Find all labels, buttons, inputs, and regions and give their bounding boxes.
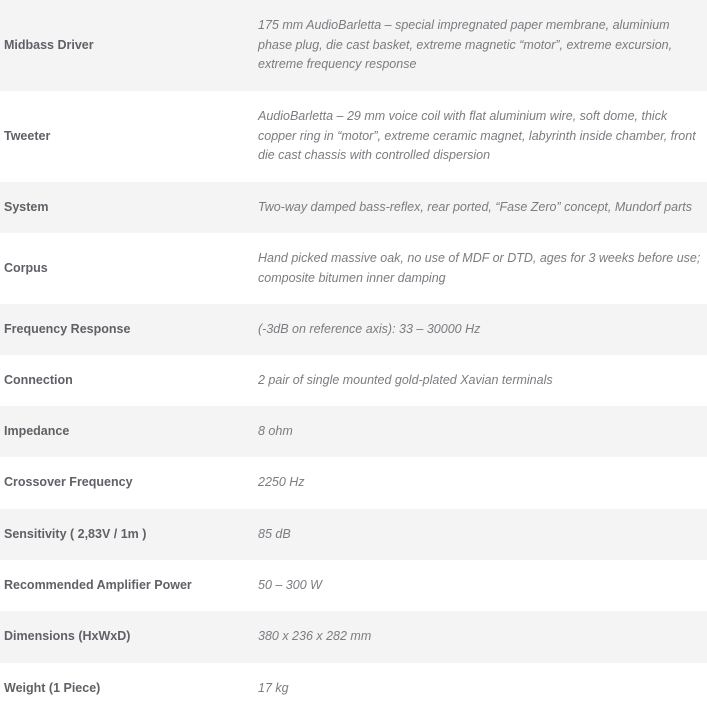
spec-value: (-3dB on reference axis): 33 – 30000 Hz [250, 304, 707, 355]
spec-value: AudioBarletta – 29 mm voice coil with flat aluminium wire, soft dome, thick copper ring in “motor”, extreme ceramic magnet, labyrinth inside chamber, front die cast chassis with controlled dispersion [250, 91, 707, 182]
spec-label: Corpus [0, 233, 250, 304]
spec-row-impedance [0, 406, 707, 457]
spec-value: 175 mm AudioBarletta – special impregnated paper membrane, aluminium phase plug, die cast basket, extreme magnetic “motor”, extreme excursion, extreme frequency response [250, 0, 707, 91]
spec-label: Connection [0, 355, 250, 406]
spec-label: Recommended Amplifier Power [0, 560, 250, 611]
spec-label: Frequency Response [0, 304, 250, 355]
spec-label: Impedance [0, 406, 250, 457]
spec-label: Sensitivity ( 2,83V / 1m ) [0, 509, 250, 560]
spec-value: 380 x 236 x 282 mm [250, 611, 707, 663]
spec-value: 2250 Hz [250, 457, 707, 509]
spec-row-crossover-frequency [0, 457, 707, 509]
spec-row-sensitivity [0, 509, 707, 560]
spec-value: Hand picked massive oak, no use of MDF or DTD, ages for 3 weeks before use; composite bitumen inner damping [250, 233, 707, 304]
spec-value: 85 dB [250, 509, 707, 560]
spec-row-recommended-amplifier-power [0, 560, 707, 611]
spec-label: Tweeter [0, 91, 250, 182]
spec-row-weight [0, 663, 707, 715]
spec-label: Midbass Driver [0, 0, 250, 91]
spec-value: 8 ohm [250, 406, 707, 457]
spec-value: 2 pair of single mounted gold-plated Xavian terminals [250, 355, 707, 406]
spec-value: Two-way damped bass-reflex, rear ported, “Fase Zero” concept, Mundorf parts [250, 182, 707, 233]
spec-row-tweeter [0, 91, 707, 182]
spec-row-system [0, 182, 707, 233]
spec-row-midbass-driver [0, 0, 707, 91]
spec-value: 50 – 300 W [250, 560, 707, 611]
spec-label: System [0, 182, 250, 233]
spec-label: Weight (1 Piece) [0, 663, 250, 715]
spec-row-connection [0, 355, 707, 406]
spec-label: Dimensions (HxWxD) [0, 611, 250, 663]
spec-value: 17 kg [250, 663, 707, 715]
spec-row-frequency-response [0, 304, 707, 355]
spec-row-dimensions [0, 611, 707, 663]
spec-label: Crossover Frequency [0, 457, 250, 509]
spec-row-corpus [0, 233, 707, 304]
